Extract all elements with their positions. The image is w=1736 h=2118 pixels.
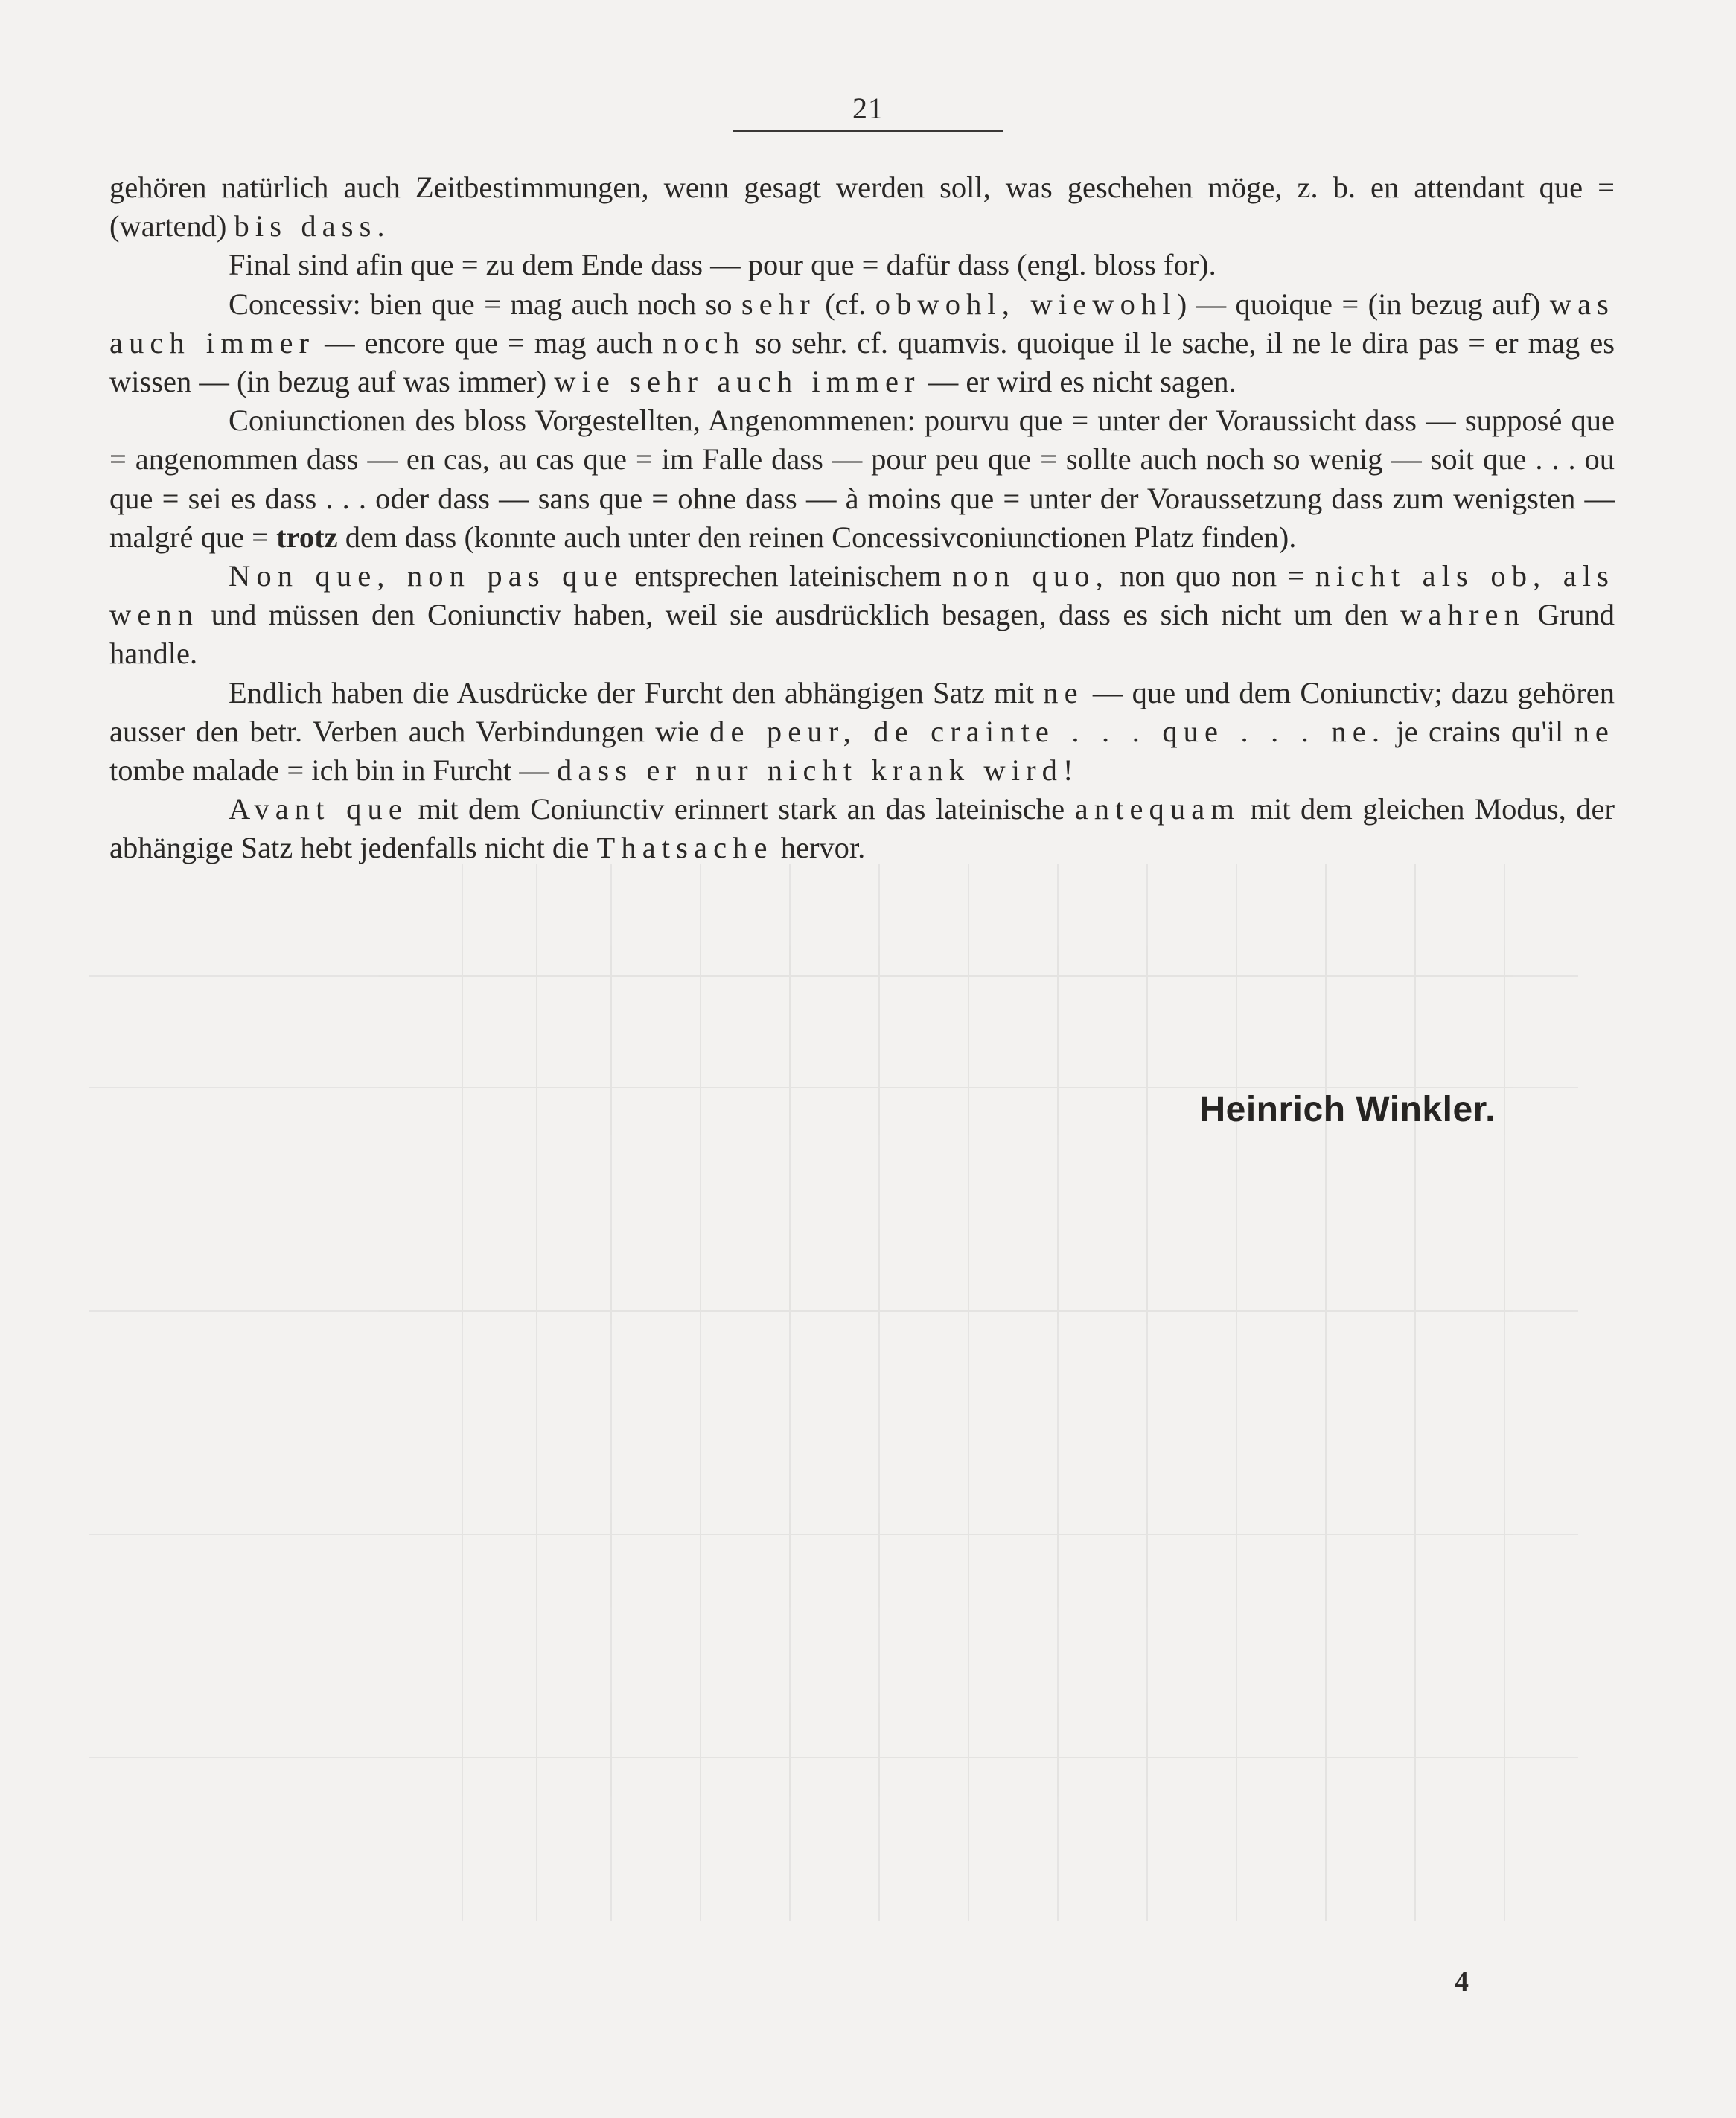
text-run: je crains qu'il [1385,714,1574,748]
emphasized-text: Non que, non pas que [229,559,624,593]
paragraph-2 [109,246,1615,284]
emphasized-text: was auch immer [109,287,1615,360]
text-run: — que und dem Coniunctiv; dazu gehören ausser den betr. Verben auch Verbindungen wie [109,675,1615,748]
bleed-through-ghost [89,864,1578,1921]
paragraph-4 [109,401,1615,557]
paragraph-1 [109,168,1615,246]
page-number: 21 [852,92,884,125]
text-run: gehören natürlich auch Zeitbestimmungen, wenn gesagt werden soll, was geschehen möge, z. b. en attendant que = (wartend) [109,170,1615,243]
emphasized-text: antequam [1074,792,1240,826]
text-run: Grund handle. [109,598,1615,671]
emphasized-text: bis dass. [234,209,391,243]
emphasized-text: dass er nur nicht krank wird! [556,753,1079,788]
text-run: mit dem gleichen Modus, der abhängige Satz hebt jedenfalls nicht die [109,792,1615,865]
text-run: entsprechen lateinischem [623,559,953,593]
signature-mark: 4 [1455,1966,1469,1997]
text-run: und müssen den Coniunctiv haben, weil sie ausdrücklich besagen, dass es sich nicht um den [199,598,1401,632]
emphasized-text: obwohl, wiewohl [875,287,1177,321]
paragraph-3 [109,285,1615,402]
text-run: — encore que = mag auch [315,325,663,360]
text-run: Final sind afin que = zu dem Ende dass — pour que = dafür dass (engl. bloss for). [229,248,1216,282]
text-run: mit dem Coniunctiv erinnert stark an das lateinische [407,792,1075,826]
bold-text: trotz [276,520,338,554]
paragraph-6 [109,674,1615,791]
emphasized-text: ne [1043,675,1084,709]
emphasized-text: wahren [1400,598,1525,632]
emphasized-text: nicht als ob, als wenn [109,559,1615,632]
emphasized-text: ne [1574,714,1615,748]
author-signature: Heinrich Winkler. [1199,1090,1496,1129]
paragraph-5 [109,557,1615,674]
header-rule [733,130,1003,132]
text-run: so sehr. cf. quamvis. quoique il le sache, il ne le dira pas = er mag es wissen — (in bezug auf was immer) [109,325,1615,399]
text-run: tombe malade = ich bin in Furcht — [109,753,557,788]
emphasized-text: noch [662,325,746,360]
text-run: Concessiv: bien que = mag auch noch so [229,287,741,321]
emphasized-text: Thatsache [596,831,773,865]
paragraph-7 [109,790,1615,867]
text-run: hervor. [773,831,866,865]
text-run: dem dass (konnte auch unter den reinen Concessivconiunctionen Platz finden). [337,520,1297,554]
text-run: ) — quoique = (in bezug auf) [1176,287,1550,321]
body-text [109,168,1615,868]
emphasized-text: sehr [741,287,816,321]
emphasized-text: de peur, de crainte . . . que . . . ne. [709,714,1386,748]
text-run: Endlich haben die Ausdrücke der Furcht den abhängigen Satz mit [229,675,1044,709]
text-run: Coniunctionen des bloss Vorgestellten, Angenommenen: pourvu que = unter der Voraussicht dass — supposé que = angenommen dass — en cas, au cas que = im Falle dass — pour peu que = sollte auch noch so wenig — soit que . . . ou que = sei es dass . . . oder dass — sans que = ohne dass — à moins que = unter der Voraussetzung dass zum wenigsten — malgré que = [109,403,1615,554]
text-run: — er wird es nicht sagen. [920,365,1236,399]
emphasized-text: Avant que [229,792,408,826]
emphasized-text: non quo, [952,559,1109,593]
text-run: (cf. [815,287,875,321]
emphasized-text: wie sehr auch immer [554,365,921,399]
text-run: non quo non = [1108,559,1315,593]
